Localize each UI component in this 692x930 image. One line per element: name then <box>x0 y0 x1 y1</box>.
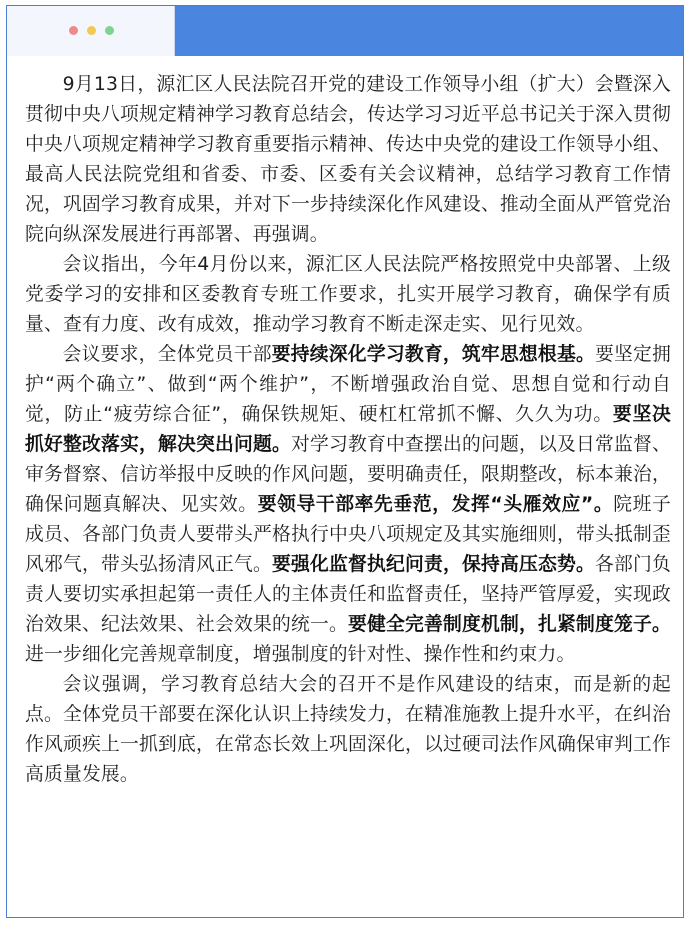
p3-text-6: 进一步细化完善规章制度，增强制度的针对性、操作性和约束力。 <box>25 644 576 665</box>
p3-bold-3: 要领导干部率先垂范，发挥“头雁效应”。 <box>257 494 614 515</box>
maximize-dot-icon[interactable] <box>105 26 114 35</box>
window-tab <box>7 6 175 56</box>
paragraph-2: 会议指出，今年4月份以来，源汇区人民法院严格按照党中央部署、上级党委学习的安排和区委教育专班工作要求，扎实开展学习教育，确保学有质量、查有力度、改有成效，推动学习教育不断走深走实、见行见效。 <box>25 254 671 335</box>
paragraph-4: 会议强调，学习教育总结大会的召开不是作风建设的结束，而是新的起点。全体党员干部要在深化认识上持续发力，在精准施教上提升水平，在纠治作风顽疾上一抓到底，在常态长效上巩固深化，以过硬司法作风确保审判工作高质量发展。 <box>25 674 671 785</box>
article-body <box>25 70 671 790</box>
paragraph-1: 9月13日，源汇区人民法院召开党的建设工作领导小组（扩大）会暨深入贯彻中央八项规定精神学习教育总结会，传达学习习近平总书记关于深入贯彻中央八项规定精神学习教育重要指示精神、传达中央党的建设工作领导小组、最高人民法院党组和省委、市委、区委有关会议精神，总结学习教育工作情况，巩固学习教育成果，并对下一步持续深化作风建设、推动全面从严管党治院向纵深发展进行再部署、再强调。 <box>25 74 671 245</box>
p3-text-3: 对学习教育中查摆出的问题，以及日常监督、审务督察、信访举报中反映的作风问题，要明确责任，限期整改，标本兼治，确保问题真解决、见实效。 <box>25 434 671 515</box>
p3-text-4: 院班子成员、各部门负责人要带头严格执行中央八项规定及其实施细则，带头抵制歪风邪气，带头弘扬清风正气。 <box>25 494 671 575</box>
p3-bold-1: 要持续深化学习教育，筑牢思想根基。 <box>271 344 595 365</box>
p3-bold-4: 要强化监督执纪问责，保持高压态势。 <box>272 554 595 575</box>
p3-bold-2: 要坚决抓好整改落实，解决突出问题。 <box>25 404 671 455</box>
p3-text-1: 会议要求，全体党员干部 <box>62 344 272 365</box>
close-dot-icon[interactable] <box>69 26 78 35</box>
p3-text-5: 各部门负责人要切实承担起第一责任人的主体责任和监督责任，坚持严管厚爱，实现政治效果、纪法效果、社会效果的统一。 <box>25 554 671 635</box>
p3-bold-5: 要健全完善制度机制，扎紧制度笼子。 <box>348 614 671 635</box>
paragraph-3 <box>25 340 671 670</box>
minimize-dot-icon[interactable] <box>87 26 96 35</box>
p3-text-2: 要坚定拥护“两个确立”、做到“两个维护”，不断增强政治自觉、思想自觉和行动自觉，防止“疲劳综合征”，确保铁规矩、硬杠杠常抓不懈、久久为功。 <box>25 344 672 425</box>
article-frame <box>6 5 684 918</box>
